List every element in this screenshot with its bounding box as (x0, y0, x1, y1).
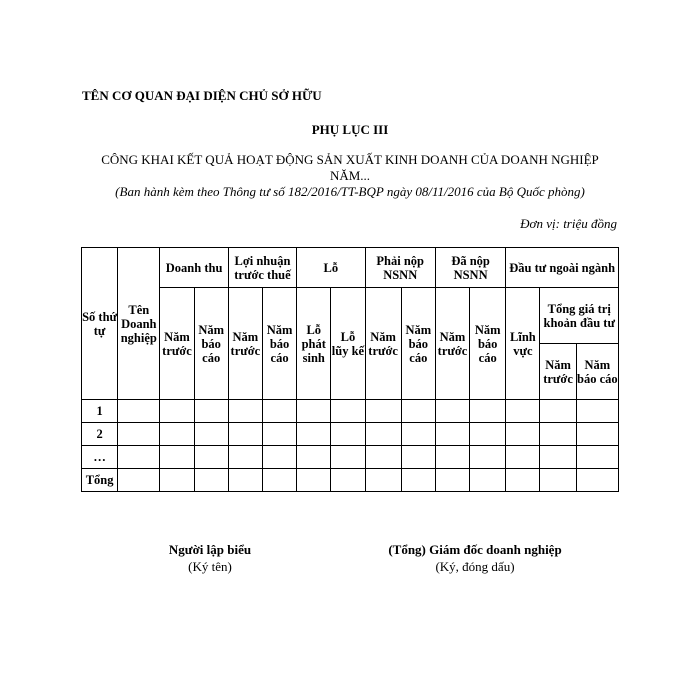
table-row (82, 446, 619, 469)
preparer-title: Người lập biểu (168, 542, 252, 557)
row-number: 1 (82, 400, 118, 423)
preparer-signature (150, 541, 270, 575)
profit-prev-year: Năm trước (228, 288, 262, 400)
header-revenue: Doanh thu (160, 248, 228, 288)
header-paid: Đã nộp NSNN (435, 248, 505, 288)
table-row (82, 400, 619, 423)
director-note: (Ký, đóng dấu) (435, 559, 515, 574)
header-payable: Phải nộp NSNN (365, 248, 435, 288)
header-loss: Lỗ (297, 248, 365, 288)
invest-prev-year: Năm trước (540, 344, 576, 400)
unit-note: Đơn vị: triệu đồng (520, 216, 617, 231)
loss-incurred: Lỗ phát sinh (297, 288, 331, 400)
subtitle-line-1: CÔNG KHAI KẾT QUẢ HOẠT ĐỘNG SẢN XUẤT KINH DOANH CỦA DOANH NGHIỆP (101, 152, 599, 167)
profit-report-year: Năm báo cáo (262, 288, 296, 400)
header-company-name: Tên Doanh nghiệp (118, 248, 160, 400)
agency-name: TÊN CƠ QUAN ĐẠI DIỆN CHỦ SỞ HỮU (82, 88, 322, 103)
paid-report-year: Năm báo cáo (470, 288, 506, 400)
revenue-report-year: Năm báo cáo (194, 288, 228, 400)
report-table (81, 247, 619, 492)
invest-field: Lĩnh vực (506, 288, 540, 400)
header-profit: Lợi nhuận trước thuế (228, 248, 296, 288)
paid-prev-year: Năm trước (435, 288, 469, 400)
invest-total-value: Tổng giá trị khoản đầu tư (540, 288, 619, 344)
payable-prev-year: Năm trước (365, 288, 401, 400)
header-stt: Số thứ tự (82, 248, 118, 400)
header-invest: Đầu tư ngoài ngành (506, 248, 619, 288)
subtitle-line-2: NĂM... (329, 168, 371, 183)
director-title: (Tổng) Giám đốc doanh nghiệp (388, 542, 562, 557)
row-number: 2 (82, 423, 118, 446)
table-row-total (82, 469, 619, 492)
payable-report-year: Năm báo cáo (401, 288, 435, 400)
row-number: … (82, 446, 118, 469)
document-subtitle (80, 152, 620, 184)
table-row (82, 423, 619, 446)
issued-note: (Ban hành kèm theo Thông tư số 182/2016/TT-BQP ngày 08/11/2016 của Bộ Quốc phòng) (115, 184, 585, 199)
row-total-label: Tổng (82, 469, 118, 492)
preparer-note: (Ký tên) (188, 559, 232, 574)
revenue-prev-year: Năm trước (160, 288, 194, 400)
director-signature (370, 541, 580, 575)
appendix-title: PHỤ LỤC III (311, 122, 389, 137)
invest-report-year: Năm báo cáo (576, 344, 618, 400)
loss-accumulated: Lỗ lũy kế (331, 288, 365, 400)
